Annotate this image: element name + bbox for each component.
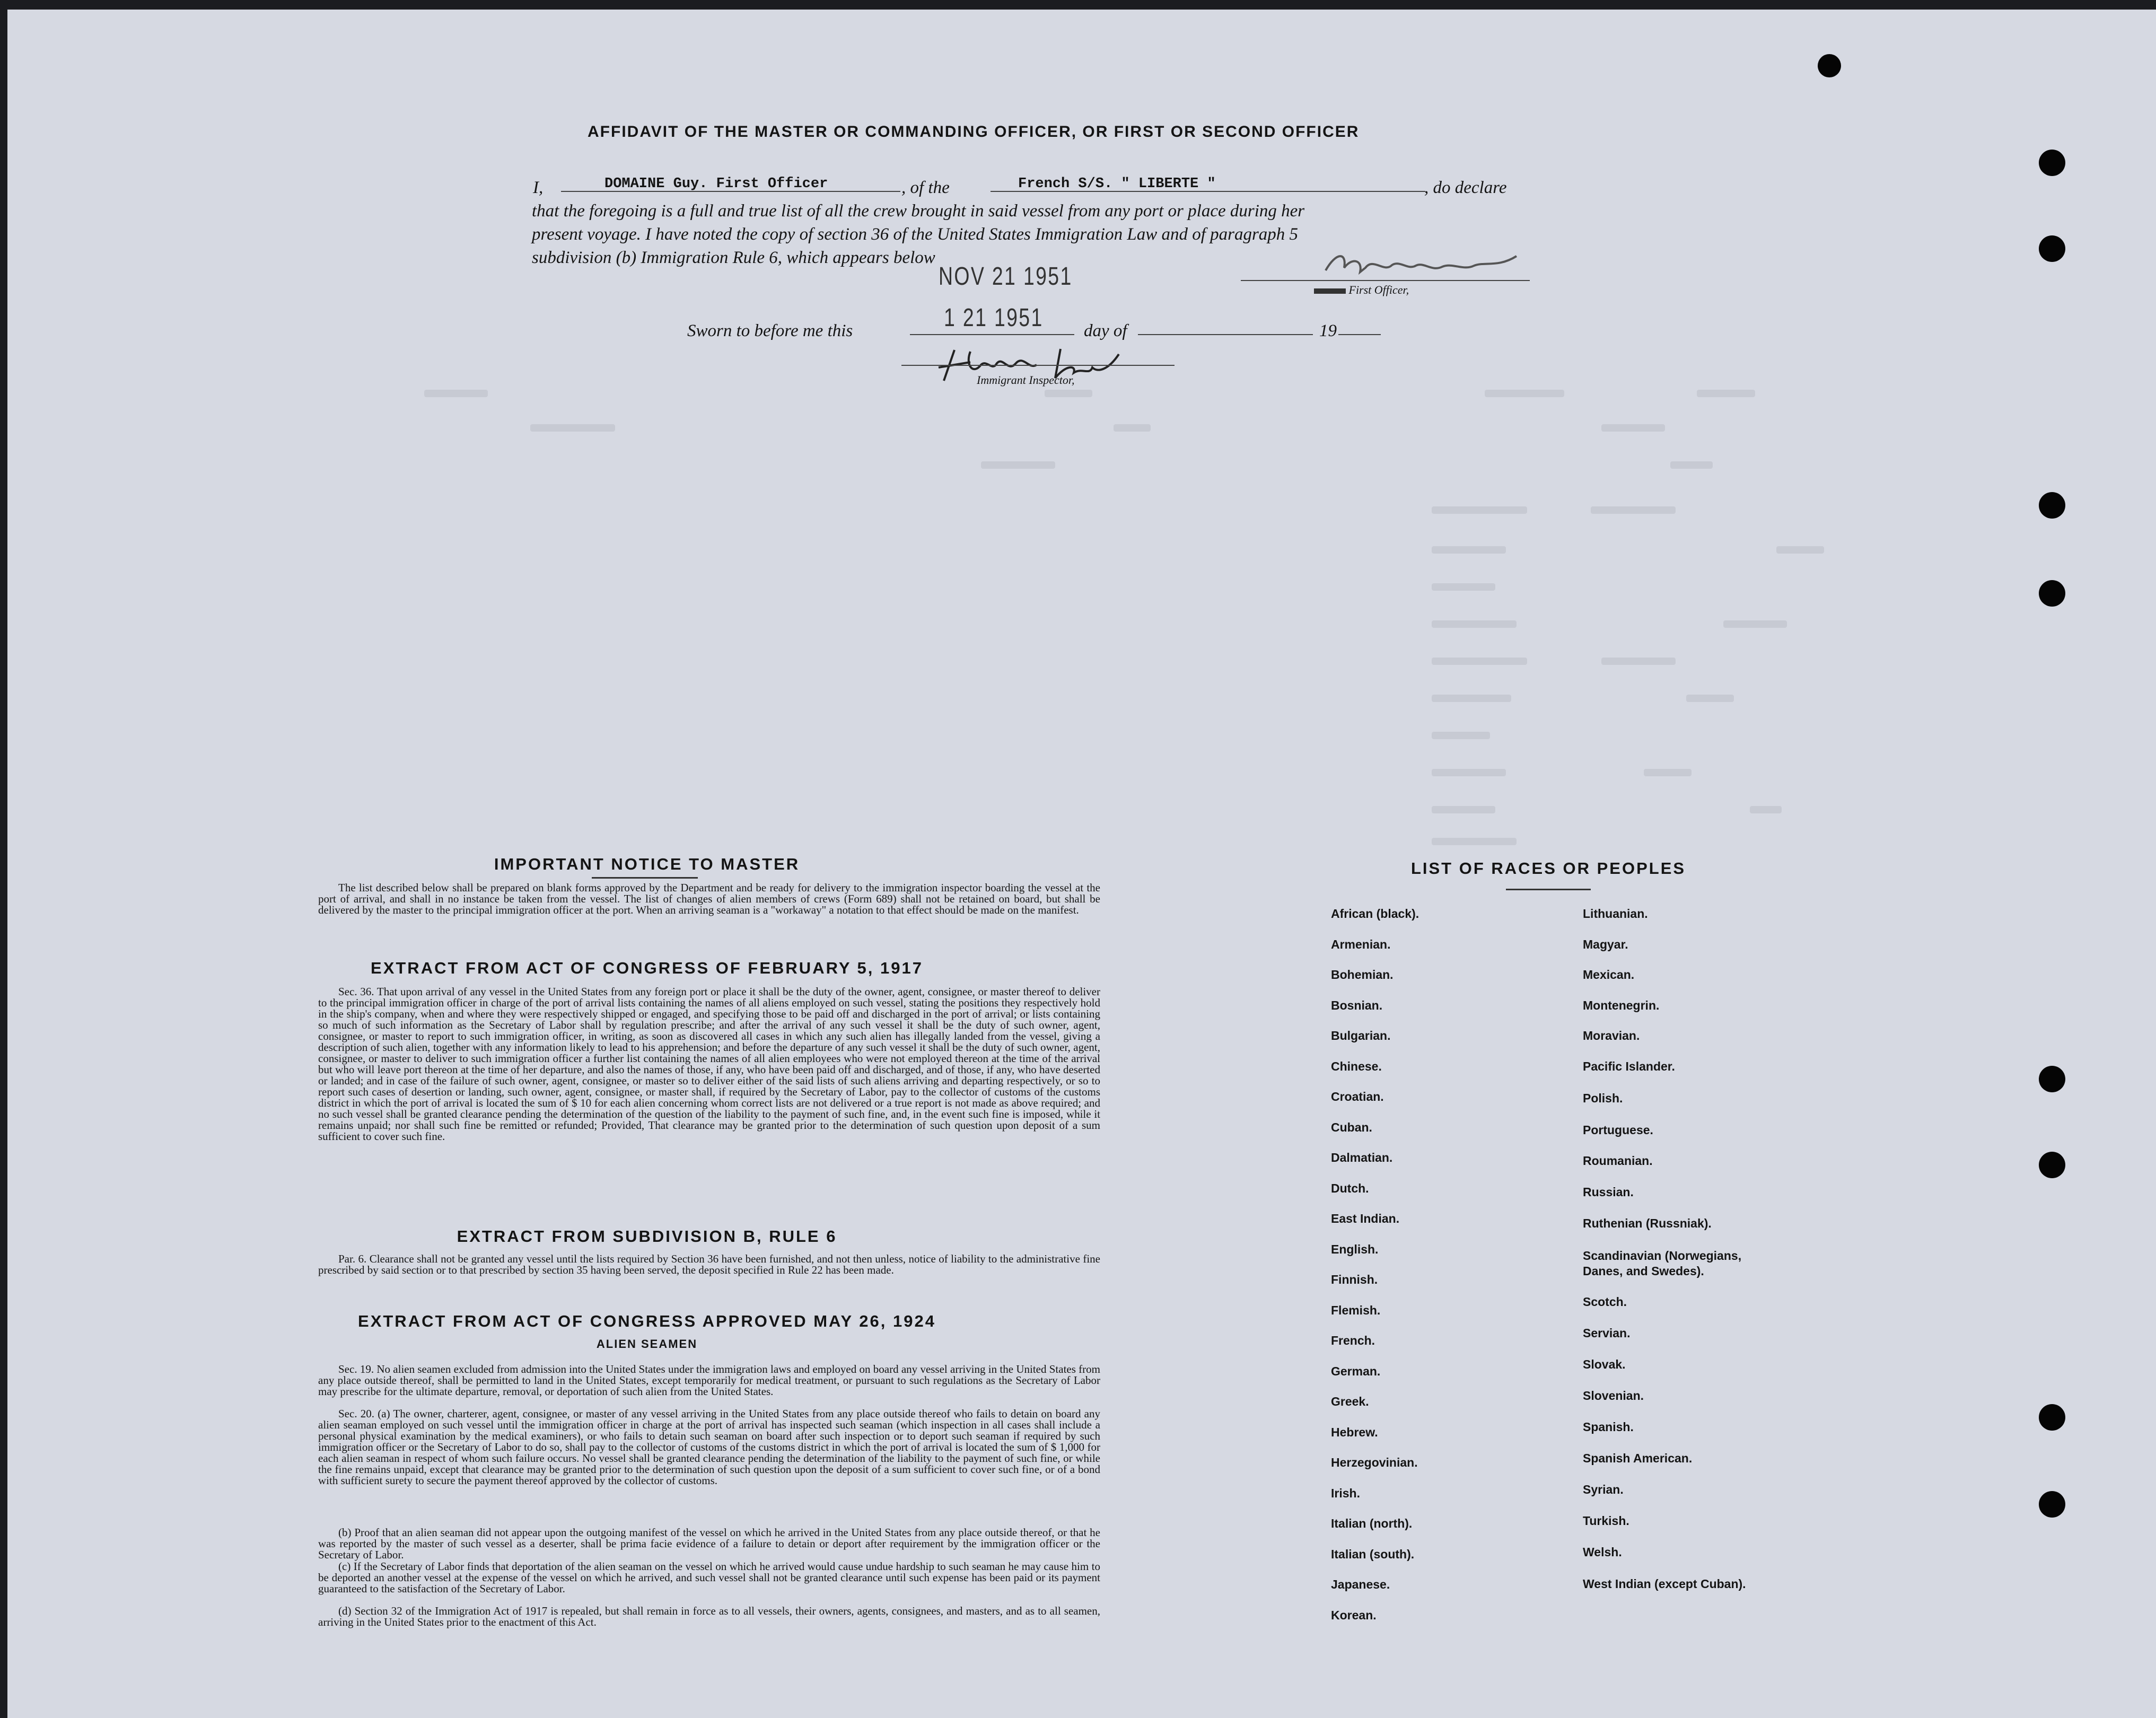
- punch-hole: [2039, 1404, 2065, 1431]
- race-left-item: Finnish.: [1331, 1273, 1378, 1286]
- month-line: [1138, 334, 1313, 335]
- race-right-item: Ruthenian (Russniak).: [1583, 1216, 1712, 1230]
- officer-signature: [1315, 247, 1527, 284]
- sworn-date-line: [910, 334, 1074, 335]
- race-left-item: Dutch.: [1331, 1181, 1369, 1195]
- race-right-item: Polish.: [1583, 1091, 1623, 1105]
- race-right-item: Spanish.: [1583, 1420, 1634, 1434]
- inspector-signature-line: [901, 365, 1175, 366]
- officer-signature-caption: [1314, 283, 1409, 297]
- race-left-item: Korean.: [1331, 1608, 1377, 1622]
- extract-1924-title: EXTRACT FROM ACT OF CONGRESS APPROVED MAY 26, 1924: [358, 1312, 936, 1330]
- race-left-item: Italian (south).: [1331, 1547, 1415, 1561]
- race-right-item: Pacific Islander.: [1583, 1059, 1675, 1073]
- races-title-rule: [1506, 889, 1591, 890]
- race-left-item: Croatian.: [1331, 1090, 1384, 1103]
- race-left-item: Bosnian.: [1331, 998, 1383, 1012]
- extract-rule6-title: EXTRACT FROM SUBDIVISION B, RULE 6: [457, 1227, 837, 1246]
- race-left-item: German.: [1331, 1364, 1381, 1378]
- year-line: [1338, 334, 1381, 335]
- race-left-item: Flemish.: [1331, 1303, 1381, 1317]
- of-the-text: , of the: [901, 178, 950, 197]
- race-left-item: Dalmatian.: [1331, 1151, 1393, 1164]
- race-right-item: Portuguese.: [1583, 1123, 1653, 1137]
- race-left-item: Bulgarian.: [1331, 1029, 1391, 1042]
- race-left-item: Armenian.: [1331, 937, 1391, 951]
- affidavit-line-4: subdivision (b) Immigration Rule 6, which appears below: [532, 248, 935, 267]
- officer-name: DOMAINE Guy. First Officer: [604, 176, 828, 192]
- sec20b-text: (b) Proof that an alien seaman did not appear upon the outgoing manifest of the vessel on which he arrived in the United States from any place outside thereof, or that he was reported by the master of such vessel as a deserter, shall be prima facie evidence of a failure to detain or deport after requirement by the immigration officer or the Secretary of Labor.: [318, 1526, 1100, 1561]
- race-right-item: Moravian.: [1583, 1029, 1640, 1042]
- vessel-name: French S/S. " LIBERTE ": [1018, 176, 1216, 192]
- race-right-item: Lithuanian.: [1583, 907, 1648, 921]
- day-of-text: day of: [1084, 321, 1127, 340]
- race-left-item: Herzegovinian.: [1331, 1456, 1418, 1469]
- punch-hole: [2039, 492, 2065, 519]
- punch-hole: [2039, 235, 2065, 262]
- race-left-item: Chinese.: [1331, 1059, 1382, 1073]
- race-right-item: Slovenian.: [1583, 1389, 1644, 1403]
- notice-text: The list described below shall be prepared on blank forms approved by the Department and be ready for delivery to the immigration inspector boarding the vessel at the port of arrival, and shall in no instance be taken from the vessel. The list of changes of alien members of crews (Form 689) shall not be retained on board, but shall be delivered by the master to the principal immigration officer at the port. When an arriving seaman is a "workaway" a notation to that effect should be made on the manifest.: [318, 881, 1100, 916]
- sworn-prefix: Sworn to before me this: [687, 321, 853, 340]
- race-left-item: Japanese.: [1331, 1577, 1390, 1591]
- race-left-item: French.: [1331, 1334, 1375, 1347]
- race-right-item: Spanish American.: [1583, 1451, 1693, 1465]
- punch-hole: [2039, 1491, 2065, 1518]
- inspector-caption: Immigrant Inspector,: [977, 373, 1075, 387]
- officer-caption-text: First Officer,: [1348, 283, 1409, 296]
- extract-1917-title: EXTRACT FROM ACT OF CONGRESS OF FEBRUARY 5, 1917: [371, 959, 923, 977]
- punch-hole: [1818, 54, 1841, 77]
- notice-title-rule: [592, 877, 698, 879]
- extract-1924-subtitle: ALIEN SEAMEN: [596, 1337, 698, 1351]
- race-right-item: West Indian (except Cuban).: [1583, 1577, 1746, 1591]
- punch-hole: [2039, 580, 2065, 607]
- year-prefix: 19: [1319, 321, 1337, 340]
- race-right-item: Russian.: [1583, 1185, 1634, 1199]
- affidavit-prefix: I,: [533, 178, 544, 197]
- do-declare-text: , do declare: [1424, 178, 1507, 197]
- notice-title: IMPORTANT NOTICE TO MASTER: [494, 855, 800, 873]
- race-right-item: Servian.: [1583, 1326, 1631, 1340]
- race-left-item: English.: [1331, 1242, 1379, 1256]
- race-right-item: Magyar.: [1583, 937, 1628, 951]
- sec20a-text: Sec. 20. (a) The owner, charterer, agent, consignee, or master of any vessel arriving in the United States from any place outside thereof who fails to detain on board any alien seaman employed on such vessel until the immigration officer in charge at the port of arrival has inspected such seaman (which inspection in all cases shall include a personal physical examination by the medical examiners), or who fails to detain such seaman on board after such inspection or to deport such seaman if required by such immigration officer or the Secretary of Labor to do so, shall pay to the collector of customs of the customs district in which the port of arrival is located the sum of $ 1,000 for each alien seaman in respect of whom such failure occurs. No vessel shall be granted clearance pending the determination of the liability to the payment of such fine, or while the fine remains unpaid, except that clearance may be granted prior to the determination of such question upon the deposit of a sum sufficient to cover such fine, or of a bond with sufficient surety to secure the payment thereof approved by the collector of customs.: [318, 1407, 1100, 1487]
- race-right-item: Mexican.: [1583, 968, 1635, 981]
- race-right-item: Turkish.: [1583, 1514, 1629, 1528]
- date-stamp-1: NOV 21 1951: [939, 262, 1073, 291]
- race-left-item: Italian (north).: [1331, 1517, 1413, 1530]
- race-right-item: Roumanian.: [1583, 1154, 1653, 1168]
- race-left-item: Hebrew.: [1331, 1425, 1378, 1439]
- scan-top-edge: [0, 0, 2156, 10]
- race-right-item: Syrian.: [1583, 1483, 1624, 1496]
- punch-hole: [2039, 150, 2065, 176]
- race-left-item: African (black).: [1331, 907, 1419, 921]
- race-right-item: Scandinavian (Norwegians, Danes, and Swedes).: [1583, 1249, 1742, 1278]
- affidavit-title: AFFIDAVIT OF THE MASTER OR COMMANDING OFFICER, OR FIRST OR SECOND OFFICER: [588, 123, 1360, 141]
- race-left-item: Irish.: [1331, 1486, 1360, 1500]
- punch-hole: [2039, 1066, 2065, 1092]
- races-title: LIST OF RACES OR PEOPLES: [1410, 859, 1686, 878]
- officer-signature-line: [1241, 280, 1530, 281]
- sec19-text: Sec. 19. No alien seamen excluded from admission into the United States under the immigration laws and employed on board any vessel arriving in the United States from any place outside thereof, shall be permitted to land in the United States, except temporarily for medical treatment, or pursuant to such regulations as the Secretary of Labor may prescribe for the ultimate departure, removal, or deportation of such alien from the United States.: [318, 1363, 1100, 1398]
- scan-left-edge: [0, 0, 7, 1718]
- affidavit-line-2: that the foregoing is a full and true list of all the crew brought in said vessel from any port or place during her: [532, 201, 1305, 221]
- race-right-item: Montenegrin.: [1583, 998, 1660, 1012]
- race-right-item: Scotch.: [1583, 1295, 1627, 1309]
- race-right-item: Welsh.: [1583, 1545, 1622, 1559]
- extract-1917-text: Sec. 36. That upon arrival of any vessel in the United States from any foreign port or place it shall be the duty of the owner, agent, consignee, or master thereof to deliver to the principal immigration officer in charge of the port of arrival lists containing the names of all aliens employed on such vessel, stating the positions they respectively hold in the ship's company, when and where they were respectively shipped or engaged, and specifying those to be paid off and discharged in the port of arrival; or lists containing so much of such information as the Secretary of Labor shall by regulation prescribe; and after the arrival of any such vessel it shall be the duty of such owner, agent, consignee, or master to report to such immigration officer, in writing, as soon as discovered all cases in which any such alien has illegally landed from the vessel, giving a description of such alien, together with any information likely to lead to his apprehension; and before the departure of any such vessel it shall be the duty of such owner, agent, consignee, or master to deliver to such immigration officer a further list containing the names of all alien employees who were not employed thereon at the time of the arrival but who will leave port thereon at the time of her departure, and also the names of those, if any, who have been paid off and discharged, and of those, if any, who have deserted or landed; and in case of the failure of such owner, agent, consignee, or master so to deliver either of the said lists of such aliens arriving and departing respectively, or so to report such cases of desertion or landing, such owner, agent, consignee, or master shall, if required by the Secretary of Labor, pay to the collector of customs of the customs district in which the port of arrival is located the sum of $ 10 for each alien concerning whom correct lists are not delivered or a true report is not made as above required; and no such vessel shall be granted clearance pending the determination of the question of the liability to the payment of such fine, and, in the event such fine is imposed, while it remains unpaid; nor shall such fine be remitted or refunded; Provided, That clearance may be granted prior to the determination of such question upon deposit of a sum sufficient to cover such fine.: [318, 985, 1100, 1143]
- race-left-item: Cuban.: [1331, 1120, 1372, 1134]
- race-left-item: Greek.: [1331, 1395, 1369, 1408]
- sec20c-text: (c) If the Secretary of Labor finds that deportation of the alien seaman on the vessel on which he arrived would cause undue hardship to such seaman he may cause him to be deported an another vessel at the expense of the vessel on which he arrived, and such vessel shall not be granted clearance until such expense has been paid or its payment guaranteed to the satisfaction of the Secretary of Labor.: [318, 1560, 1100, 1595]
- race-left-item: East Indian.: [1331, 1212, 1400, 1225]
- extract-rule6-text: Par. 6. Clearance shall not be granted any vessel until the lists required by Section 36 have been furnished, and not then unless, notice of liability to the administrative fine prescribed by said section or to that prescribed by section 35 having been served, the deposit specified in Rule 22 has been made.: [318, 1252, 1100, 1276]
- sec20d-text: (d) Section 32 of the Immigration Act of 1917 is repealed, but shall remain in force as to all vessels, their owners, agents, consignees, and masters, and as to all seamen, arriving in the United States prior to the enactment of this Act.: [318, 1605, 1100, 1628]
- punch-hole: [2039, 1152, 2065, 1178]
- race-left-item: Bohemian.: [1331, 968, 1393, 981]
- affidavit-line-3: present voyage. I have noted the copy of section 36 of the United States Immigration Law and of paragraph 5: [532, 225, 1299, 244]
- date-stamp-2: 1 21 1951: [944, 304, 1044, 332]
- race-right-item: Slovak.: [1583, 1357, 1626, 1371]
